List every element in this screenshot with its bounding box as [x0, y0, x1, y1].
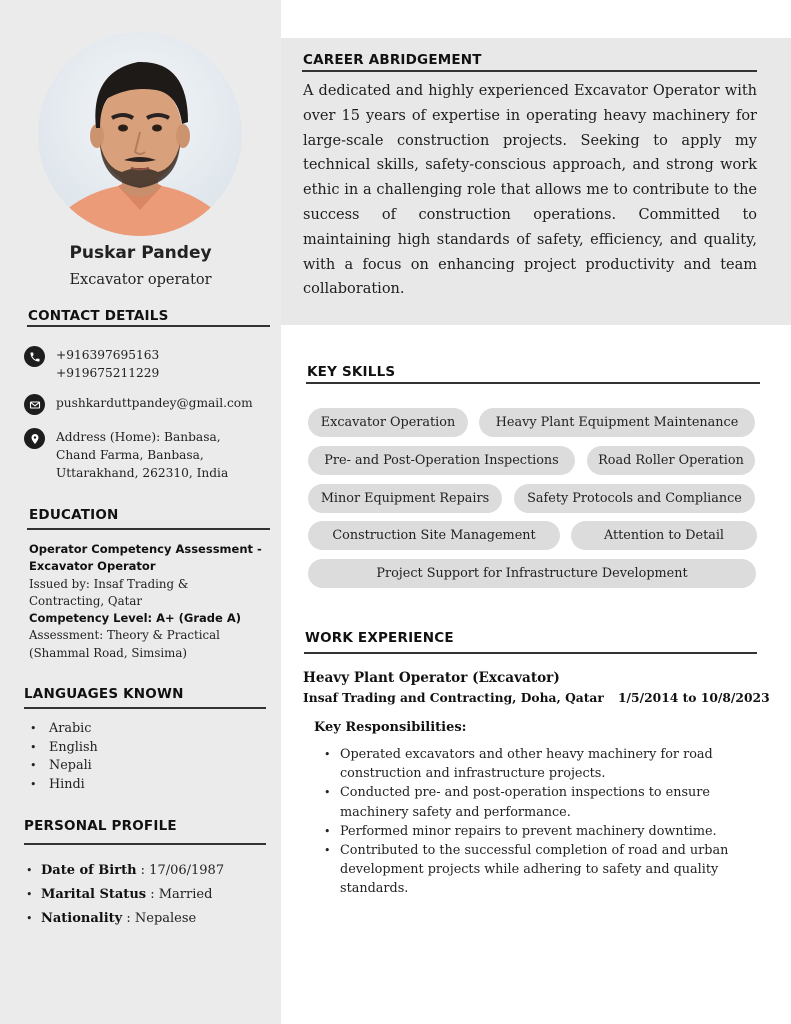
responsibilities-list: [322, 745, 740, 899]
languages-heading: LANGUAGES KNOWN: [24, 686, 184, 702]
skill-chip: Heavy Plant Equipment Maintenance: [479, 408, 755, 437]
responsibility-item: • Performed minor repairs to prevent machinery downtime.: [322, 822, 740, 841]
contact-email-row: [24, 394, 253, 415]
location-pin-icon: [24, 428, 45, 449]
education-issued-2: Contracting, Qatar: [29, 593, 143, 608]
contact-heading: CONTACT DETAILS: [28, 308, 169, 324]
personal-item-marital: • Marital Status : Married: [26, 883, 224, 907]
personal-list: [26, 859, 224, 931]
language-item: • Arabic: [30, 720, 98, 739]
languages-list: [30, 720, 98, 794]
job-dates: 1/5/2014 to 10/8/2023: [618, 690, 770, 705]
skill-chip: Minor Equipment Repairs: [308, 484, 502, 513]
contact-phone-2[interactable]: +919675211229: [56, 366, 160, 380]
language-item: • Nepali: [30, 757, 98, 776]
profile-photo: [38, 32, 242, 236]
responsibility-item: • Conducted pre- and post-operation inspections to ensure machinery safety and performance.: [322, 783, 740, 821]
skills-heading: KEY SKILLS: [307, 364, 396, 380]
skill-chip: Attention to Detail: [571, 521, 757, 550]
skill-chip: Safety Protocols and Compliance: [514, 484, 755, 513]
profile-name: Puskar Pandey: [69, 243, 212, 263]
experience-divider: [304, 652, 757, 654]
email-icon: [24, 394, 45, 415]
personal-item-dob: • Date of Birth : 17/06/1987: [26, 859, 224, 883]
address-line-2: Chand Farma, Banbasa,: [56, 448, 204, 462]
career-divider: [302, 70, 757, 72]
responsibility-item: • Contributed to the successful completion of road and urban development projects while adhering to safety and quality standards.: [322, 841, 740, 899]
skill-chip: Project Support for Infrastructure Development: [308, 559, 756, 588]
job-company: Insaf Trading and Contracting, Doha, Qatar: [303, 690, 604, 705]
career-summary: A dedicated and highly experienced Excavator Operator with over 15 years of expertise in operating heavy machinery for large-scale construction projects. Seeking to apply my technical skills, safety-conscious approach, and strong work ethic in a challenging role that allows me to contribute to the success of construction operations. Committed to maintaining high standards of safety, efficiency, and quality, with a focus on enhancing project productivity and team collaboration.: [303, 83, 757, 298]
skill-chip: Pre- and Post-Operation Inspections: [308, 446, 575, 475]
skill-chip: Excavator Operation: [308, 408, 468, 437]
contact-email[interactable]: pushkarduttpandey@gmail.com: [56, 396, 253, 410]
profile-role: Excavator operator: [69, 272, 212, 288]
education-assessment-2: (Shammal Road, Simsima): [29, 645, 188, 660]
contact-phone-1[interactable]: +916397695163: [56, 348, 160, 362]
education-block: [29, 541, 274, 662]
experience-heading: WORK EXPERIENCE: [305, 630, 454, 646]
education-divider: [27, 528, 270, 530]
career-heading: CAREER ABRIDGEMENT: [303, 52, 482, 68]
language-item: • Hindi: [30, 776, 98, 795]
contact-phone-row: [24, 346, 159, 382]
education-level: Competency Level: A+ (Grade A): [29, 611, 241, 626]
skill-chip: Construction Site Management: [308, 521, 560, 550]
skill-chip: Road Roller Operation: [587, 446, 755, 475]
education-heading: EDUCATION: [29, 507, 119, 523]
responsibility-item: • Operated excavators and other heavy machinery for road construction and infrastructure projects.: [322, 745, 740, 783]
phone-icon: [24, 346, 45, 367]
address-line-1: Address (Home): Banbasa,: [56, 430, 221, 444]
personal-divider: [24, 843, 266, 845]
job-title: Heavy Plant Operator (Excavator): [303, 670, 560, 686]
responsibilities-heading: Key Responsibilities:: [314, 720, 467, 735]
skills-divider: [306, 382, 760, 384]
contact-address-row: [24, 428, 228, 482]
contact-divider: [27, 325, 270, 327]
languages-divider: [24, 707, 266, 709]
address-line-3: Uttarakhand, 262310, India: [56, 466, 229, 480]
personal-heading: PERSONAL PROFILE: [24, 818, 177, 834]
education-title-1: Operator Competency Assessment -: [29, 542, 262, 556]
education-assessment-1: Assessment: Theory & Practical: [29, 628, 220, 643]
profile-photo-illustration: [38, 32, 242, 236]
education-title-2: Excavator Operator: [29, 559, 156, 574]
language-item: • English: [30, 739, 98, 758]
personal-item-nationality: • Nationality : Nepalese: [26, 907, 224, 931]
education-issued-1: Issued by: Insaf Trading &: [29, 576, 189, 591]
